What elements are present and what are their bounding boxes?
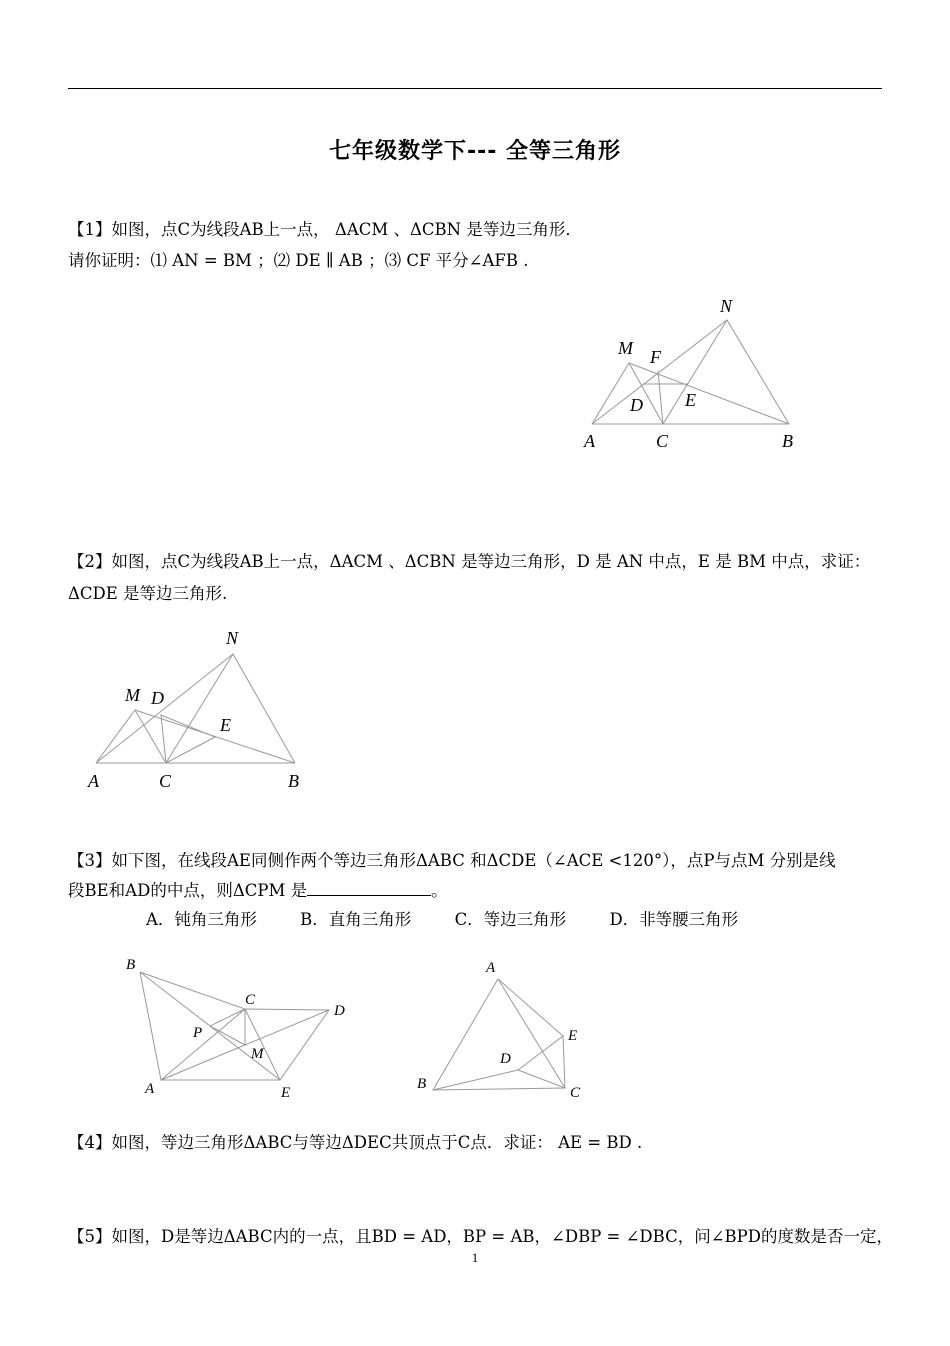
fig2-label-b: B [288, 771, 299, 791]
problem-2-statement-cont: ΔCDE 是等边三角形. [68, 584, 228, 603]
fig2-label-m: M [125, 685, 140, 705]
fig4-label-b: B [417, 1076, 427, 1092]
fig1-label-a: A [584, 431, 595, 451]
problem-3-question-text: 段BE和AD的中点，则ΔCPM 是 [68, 881, 308, 900]
fig2-label-n: N [226, 628, 239, 648]
fig3-label-b: B [126, 957, 136, 973]
problem-1-tasks: 请你证明：⑴ AN = BM ；⑵ DE ∥ AB ；⑶ CF 平分∠AFB . [68, 251, 529, 270]
fig3-label-m: M [251, 1046, 264, 1062]
figure-4 [433, 979, 565, 1090]
fig1-label-d: D [630, 395, 643, 415]
fig2-label-a: A [88, 771, 99, 791]
problem-3-question-end: 。 [431, 881, 448, 900]
figure-2-labels [87, 628, 299, 791]
fig4-label-c: C [570, 1085, 581, 1101]
fig3-label-d: D [334, 1003, 345, 1019]
fig4-label-d: D [500, 1051, 511, 1067]
problem-1-statement: 【1】如图，点C为线段AB上一点， ΔACM 、ΔCBN 是等边三角形． [68, 220, 582, 239]
fig1-label-e: E [685, 390, 696, 410]
fig4-label-a: A [486, 960, 496, 976]
problem-3-statement: 【3】如下图，在线段AE同侧作两个等边三角形ΔABC 和ΔCDE（∠ACE <120°），点P与点M 分别是线 [68, 851, 836, 870]
fig3-label-c: C [245, 992, 256, 1008]
fig1-label-b: B [782, 431, 793, 451]
fig3-label-e: E [281, 1085, 291, 1101]
fig3-label-p: P [193, 1025, 203, 1041]
fig1-label-f: F [650, 347, 661, 367]
fig3-label-a: A [145, 1081, 155, 1097]
figure-1-labels [583, 296, 793, 451]
page-number: 1 [471, 1250, 479, 1265]
option-b: B．直角三角形 [300, 910, 412, 929]
option-c: C．等边三角形 [454, 910, 567, 929]
page-title: 七年级数学下--- 全等三角形 [328, 139, 622, 164]
problem-2-statement: 【2】如图，点C为线段AB上一点，ΔACM 、ΔCBN 是等边三角形，D 是 AN 中点，E 是 BM 中点，求证： [68, 552, 871, 571]
fig2-label-c: C [159, 771, 172, 791]
figure-2 [96, 654, 295, 763]
fig1-label-n: N [720, 296, 733, 316]
fig1-label-m: M [618, 338, 633, 358]
problem-4-statement: 【4】如图，等边三角形ΔABC与等边ΔDEC共顶点于C点．求证： AE = BD . [68, 1133, 643, 1152]
option-d: D．非等腰三角形 [609, 910, 739, 929]
fig4-label-e: E [568, 1028, 578, 1044]
fig1-label-c: C [656, 431, 669, 451]
option-a: A．钝角三角形 [146, 910, 257, 929]
figure-3 [140, 972, 329, 1080]
fig2-label-e: E [220, 715, 231, 735]
problem-5-statement: 【5】如图，D是等边ΔABC内的一点，且BD = AD，BP = AB，∠DBP = ∠DBC，问∠BPD的度数是否一定， [68, 1227, 893, 1246]
fig2-label-d: D [151, 688, 164, 708]
